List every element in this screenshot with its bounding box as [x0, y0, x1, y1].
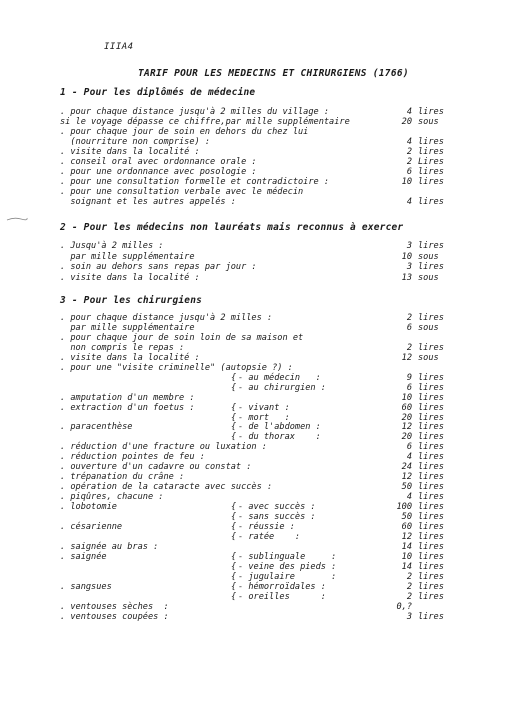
row-subitem: - mort : [238, 412, 290, 423]
row-text: . sangsues [60, 581, 112, 592]
row-subitem: - vivant : [238, 402, 290, 413]
margin-pencil-mark [6, 216, 28, 222]
row-unit: lires [418, 197, 444, 207]
row-text: . pour chaque distance jusqu'à 2 milles du village : [60, 107, 330, 117]
row-text: . pour chaque jour de soin loin de sa maison et [60, 332, 304, 343]
row-subitem: - du thorax : [238, 432, 321, 443]
row-amount: 10 [401, 177, 412, 187]
row-unit: lires [418, 482, 444, 493]
row-amount: 50 [401, 512, 412, 522]
row-amount: 20 [401, 412, 412, 423]
row-unit: sous [418, 352, 439, 363]
row-unit: lires [418, 107, 444, 117]
row-unit: sous [418, 272, 439, 283]
row-text: . extraction d'un foetus : [60, 402, 195, 413]
document-title: TARIF POUR LES MEDECINS ET CHIRURGIENS (1766) [138, 68, 409, 79]
row-amount: 20 [401, 432, 412, 443]
row-text: . visite dans la localité : [60, 352, 200, 363]
row-amount: 2 [406, 591, 412, 602]
row-unit: lires [418, 177, 444, 187]
row-amount: 50 [401, 482, 412, 493]
row-subitem: - de l'abdomen : [238, 422, 321, 433]
row-unit: lires [418, 137, 444, 147]
row-text: . saignée au bras : [60, 541, 159, 552]
row-unit: sous [418, 322, 439, 333]
row-amount: 2 [406, 342, 412, 353]
row-amount: 12 [401, 472, 412, 483]
row-unit: lires [418, 167, 444, 177]
row-amount: 2 [406, 157, 412, 167]
brace-mark: { [231, 382, 237, 393]
row-text: . pour une consultation verbale avec le médecin [60, 187, 304, 197]
row-subitem: - sublinguale : [238, 551, 337, 562]
brace-mark: { [231, 531, 237, 542]
brace-mark: { [231, 571, 237, 582]
row-amount: 20 [401, 117, 412, 127]
row-text: . lobotomie [60, 502, 117, 513]
row-amount: 3 [406, 241, 412, 251]
row-amount: 2 [406, 313, 412, 323]
row-unit: lires [418, 392, 444, 403]
row-amount: 2 [406, 581, 412, 592]
row-amount: 6 [406, 167, 412, 177]
row-amount: 4 [406, 107, 412, 117]
section-1-heading: 1 - Pour les diplômés de médecine [60, 87, 256, 98]
row-unit: lires [418, 492, 444, 503]
row-unit: lires [418, 422, 444, 433]
row-subitem: - hémorroïdales : [238, 581, 326, 592]
row-unit: lires [418, 402, 444, 413]
row-unit: lires [418, 541, 444, 552]
row-unit: lires [418, 581, 444, 592]
row-text: . pour une ordonnance avec posologie : [60, 167, 257, 177]
row-text: . ventouses coupées : [60, 611, 169, 622]
row-text: . opération de la cataracte avec succès : [60, 482, 273, 493]
section-3-heading: 3 - Pour les chirurgiens [60, 295, 203, 306]
row-amount: 4 [406, 452, 412, 463]
row-text: . ventouses sèches : [60, 601, 169, 612]
row-amount: 13 [401, 272, 412, 283]
row-amount: 0,? [396, 601, 412, 612]
row-unit: lires [418, 561, 444, 572]
row-amount: 24 [401, 462, 412, 473]
row-subitem: - au médecin : [238, 372, 321, 383]
row-text: . ouverture d'un cadavre ou constat : [60, 462, 252, 473]
row-unit: Lires [418, 157, 444, 167]
row-amount: 9 [406, 372, 412, 383]
row-unit: lires [418, 502, 444, 513]
section-2-heading: 2 - Pour les médecins non lauréats mais reconnus à exercer [60, 222, 404, 233]
row-text: . pour une consultation formelle et contradictoire : [60, 177, 330, 187]
row-unit: lires [418, 531, 444, 542]
row-unit: lires [418, 442, 444, 453]
row-amount: 10 [401, 551, 412, 562]
row-text: . soin au dehors sans repas par jour : [60, 262, 257, 272]
row-unit: lires [418, 512, 444, 522]
row-amount: 10 [401, 392, 412, 403]
row-amount: 2 [406, 571, 412, 582]
row-amount: 4 [406, 197, 412, 207]
row-amount: 4 [406, 492, 412, 503]
row-unit: lires [418, 412, 444, 423]
row-amount: 14 [401, 541, 412, 552]
row-text: . pour une "visite criminelle" (autopsie ?) : [60, 362, 293, 373]
row-text: . saignée [60, 551, 107, 562]
row-text: . paracenthèse [60, 422, 133, 433]
row-unit: lires [418, 262, 444, 272]
row-unit: lires [418, 147, 444, 157]
row-subitem: - sans succès : [238, 512, 316, 522]
row-text: . réduction pointes de feu : [60, 452, 205, 463]
document-reference: IIIA4 [104, 42, 134, 52]
row-unit: lires [418, 452, 444, 463]
brace-mark: { [231, 412, 237, 423]
brace-mark: { [231, 402, 237, 413]
row-amount: 14 [401, 561, 412, 572]
row-unit: lires [418, 611, 444, 622]
row-text: si le voyage dépasse ce chiffre,par mille supplémentaire [60, 117, 350, 127]
row-amount: 12 [401, 422, 412, 433]
brace-mark: { [231, 432, 237, 443]
row-text: . Jusqu'à 2 milles : [60, 241, 164, 251]
row-text: . pour chaque jour de soin en dehors du chez lui [60, 127, 309, 137]
row-subitem: - ratée : [238, 531, 301, 542]
row-unit: lires [418, 551, 444, 562]
row-text: non compris le repas : [60, 342, 185, 353]
row-text: . conseil oral avec ordonnance orale : [60, 157, 257, 167]
row-amount: 3 [406, 262, 412, 272]
row-amount: 100 [396, 502, 412, 513]
row-text: . réduction d'une fracture ou luxation : [60, 442, 267, 453]
row-subitem: - jugulaire : [238, 571, 337, 582]
row-amount: 4 [406, 137, 412, 147]
brace-mark: { [231, 591, 237, 602]
row-unit: sous [418, 251, 439, 262]
row-amount: 60 [401, 521, 412, 532]
row-unit: sous [418, 117, 439, 127]
row-amount: 3 [406, 611, 412, 622]
row-text: . visite dans la localité : [60, 272, 200, 283]
row-subitem: - réussie : [238, 521, 295, 532]
row-amount: 12 [401, 352, 412, 363]
brace-mark: { [231, 502, 237, 513]
row-unit: lires [418, 432, 444, 443]
brace-mark: { [231, 512, 237, 522]
row-subitem: - oreilles : [238, 591, 326, 602]
row-amount: 6 [406, 442, 412, 453]
row-subitem: - veine des pieds : [238, 561, 337, 572]
row-amount: 6 [406, 322, 412, 333]
brace-mark: { [231, 521, 237, 532]
row-unit: lires [418, 313, 444, 323]
row-amount: 60 [401, 402, 412, 413]
row-unit: lires [418, 472, 444, 483]
row-unit: lires [418, 342, 444, 353]
row-text: . pour chaque distance jusqu'à 2 milles : [60, 313, 273, 323]
brace-mark: { [231, 561, 237, 572]
row-text: . visite dans la localité : [60, 147, 200, 157]
row-amount: 6 [406, 382, 412, 393]
row-text: par mille supplémentaire [60, 251, 195, 262]
row-amount: 10 [401, 251, 412, 262]
row-text: . piqûres, chacune : [60, 492, 164, 503]
row-text: soignant et les autres appelés : [60, 197, 236, 207]
row-subitem: - au chirurgien : [238, 382, 326, 393]
row-text: par mille supplémentaire [60, 322, 195, 333]
row-unit: lires [418, 241, 444, 251]
brace-mark: { [231, 551, 237, 562]
row-amount: 12 [401, 531, 412, 542]
brace-mark: { [231, 422, 237, 433]
row-amount: 2 [406, 147, 412, 157]
row-subitem: - avec succès : [238, 502, 316, 513]
row-unit: lires [418, 591, 444, 602]
row-text: . amputation d'un membre : [60, 392, 195, 403]
brace-mark: { [231, 581, 237, 592]
row-unit: lires [418, 462, 444, 473]
row-text: . césarienne [60, 521, 123, 532]
row-text: (nourriture non comprise) : [60, 137, 211, 147]
brace-mark: { [231, 372, 237, 383]
row-unit: lires [418, 382, 444, 393]
row-unit: lires [418, 372, 444, 383]
row-text: . trépanation du crâne : [60, 472, 185, 483]
row-unit: lires [418, 571, 444, 582]
row-unit: lires [418, 521, 444, 532]
